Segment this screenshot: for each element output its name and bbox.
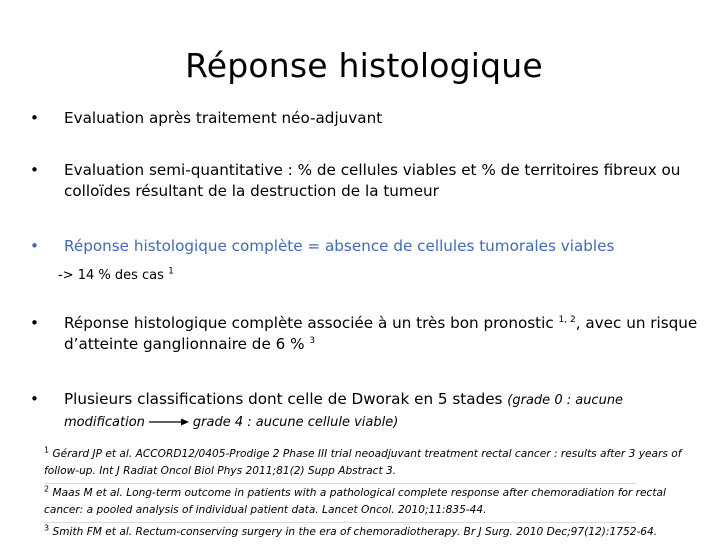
bullet-text: Evaluation semi-quantitative : % de cellules viables et % de territoires fibreux ou colloïdes résultant de la destruction de la tumeur [64,161,681,200]
bullet-marker: • [30,237,39,255]
bullet-2 [30,160,700,202]
sub-bullet [58,268,174,283]
sub-bullet-ref: 1 [168,266,174,277]
bullet-italic-end: grade 4 : aucune cellule viable) [192,415,399,430]
bullet-3 [30,236,700,257]
sub-bullet-text: -> 14 % des cas [58,268,164,283]
bullet-marker: • [30,161,39,179]
bullet-5 [30,389,700,433]
reference-2 [44,485,684,518]
bullet-text: Réponse histologique complète = absence de cellules tumorales viables [64,237,615,255]
reference-text: Gérard JP et al. ACCORD12/0405-Prodige 2 Phase III trial neoadjuvant treatment rectal cancer : results after 3 years of follow-up. Int J Radiat Oncol Biol Phys 2011;81(2) Supp Abstract 3. [44,448,682,477]
bullet-marker: • [30,109,39,127]
bullet-marker: • [30,314,39,332]
reference-divider [44,522,636,523]
bullet-ref: 3 [309,335,316,346]
bullet-4 [30,313,700,355]
reference-number: 2 [44,484,50,494]
slide-title: Réponse histologique [185,46,543,85]
reference-3 [44,524,684,541]
bullet-ref: 1, 2 [558,314,576,325]
bullet-text-part1: Plusieurs classifications dont celle de Dworak en 5 stades [64,390,503,408]
bullet-text: Evaluation après traitement néo-adjuvant [64,109,383,127]
bullet-italic-start: (grade 0 : aucune modification [64,393,624,430]
bullet-text [64,313,700,355]
reference-number: 3 [44,523,50,533]
bullet-text-part1: Réponse histologique complète associée à un très bon pronostic [64,314,554,332]
reference-divider [44,483,636,484]
bullet-1 [30,108,700,129]
reference-text: Maas M et al. Long-term outcome in patients with a pathological complete response after chemoradiation for rectal cancer: a pooled analysis of individual patient data. Lancet Oncol. 2010;11:835-44. [44,487,666,516]
bullet-text [64,389,700,433]
reference-text: Smith FM et al. Rectum-conserving surgery in the era of chemoradiotherapy. Br J Surg. 2010 Dec;97(12):1752-64. [52,526,658,538]
reference-1 [44,446,684,479]
references [44,446,684,547]
bullet-text-part2: , avec un risque d’atteinte ganglionnaire de 6 % [64,314,698,353]
arrow-right-icon [149,417,189,427]
reference-number: 1 [44,445,50,455]
bullet-marker: • [30,390,39,408]
